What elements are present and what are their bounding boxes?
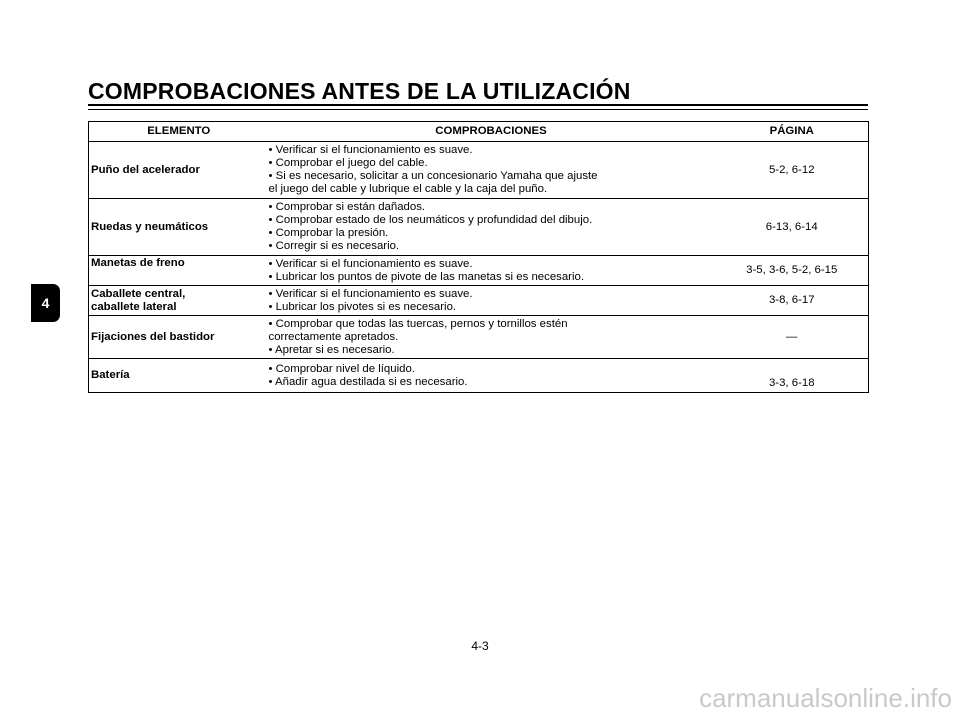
item-label: Caballete central,: [91, 287, 186, 300]
table-row: [89, 142, 869, 199]
page-ref-cell: 5-2, 6-12: [768, 163, 815, 176]
chapter-tab: 4: [31, 284, 60, 322]
column-header-checks: COMPROBACIONES: [267, 122, 714, 142]
check-line: correctamente apretados.: [268, 330, 399, 343]
page-ref-cell: 3-5, 3-6, 5-2, 6-15: [746, 264, 838, 276]
check-line: • Comprobar el juego del cable.: [268, 157, 428, 169]
check-line: • Comprobar estado de los neumáticos y profundidad del dibujo.: [268, 214, 593, 226]
check-line: • Corregir si es necesario.: [268, 240, 400, 252]
check-line: • Verificar si el funcionamiento es suave.: [268, 287, 473, 300]
column-header-item: ELEMENTO: [89, 122, 267, 142]
page-ref-cell: 6-13, 6-14: [765, 220, 818, 233]
check-line: • Comprobar la presión.: [268, 227, 389, 239]
item-cell: [89, 142, 267, 199]
table-row: [89, 199, 869, 256]
check-line: • Comprobar nivel de líquido.: [268, 362, 415, 375]
item-label: Manetas de freno: [91, 257, 185, 269]
check-line: • Apretar si es necesario.: [268, 343, 395, 356]
check-line: • Comprobar si están dañados.: [268, 201, 426, 213]
check-line: • Añadir agua destilada si es necesario.: [268, 375, 468, 388]
page-ref-cell: 3-8, 6-17: [768, 294, 815, 306]
title-rule: [88, 104, 868, 106]
check-line: • Lubricar los puntos de pivote de las manetas si es necesario.: [268, 270, 585, 283]
column-header-page: PÁGINA: [714, 122, 869, 142]
check-line: • Comprobar que todas las tuercas, pernos y tornillos estén: [268, 317, 568, 330]
check-line: el juego del cable y lubrique el cable y la caja del puño.: [268, 183, 548, 195]
table-row: [89, 316, 869, 359]
table-header-row: [89, 122, 869, 142]
item-cell: [89, 199, 267, 256]
item-label: Ruedas y neumáticos: [91, 220, 209, 233]
item-cell: [89, 286, 267, 316]
item-label: Puño del acelerador: [91, 163, 200, 176]
table-row: [89, 359, 869, 393]
checks-cell: [267, 286, 714, 316]
checks-cell: [267, 359, 714, 393]
item-cell: [89, 359, 267, 393]
table-row: [89, 286, 869, 316]
item-label: Fijaciones del bastidor: [91, 330, 215, 343]
checks-table: [88, 121, 869, 393]
title-rule-thin: [88, 109, 868, 110]
item-label: caballete lateral: [91, 300, 177, 313]
checks-cell: [267, 199, 714, 256]
page-ref-cell: —: [786, 330, 798, 343]
item-label: Batería: [91, 369, 130, 381]
checks-cell: [267, 316, 714, 359]
watermark: carmanualsonline.info: [699, 683, 952, 713]
check-line: • Verificar si el funcionamiento es suave.: [268, 144, 473, 156]
check-line: • Lubricar los pivotes si es necesario.: [268, 300, 457, 313]
page-number: 4-3: [471, 639, 489, 653]
table-row: [89, 256, 869, 286]
check-line: • Si es necesario, solicitar a un concesionario Yamaha que ajuste: [268, 170, 598, 182]
page-title: COMPROBACIONES ANTES DE LA UTILIZACIÓN: [88, 78, 631, 104]
item-cell: [89, 316, 267, 359]
page-ref-cell: 3-3, 6-18: [768, 377, 815, 389]
check-line: • Verificar si el funcionamiento es suave.: [268, 257, 473, 270]
checks-cell: [267, 142, 714, 199]
checks-cell: [267, 256, 714, 286]
item-cell: [89, 256, 267, 286]
